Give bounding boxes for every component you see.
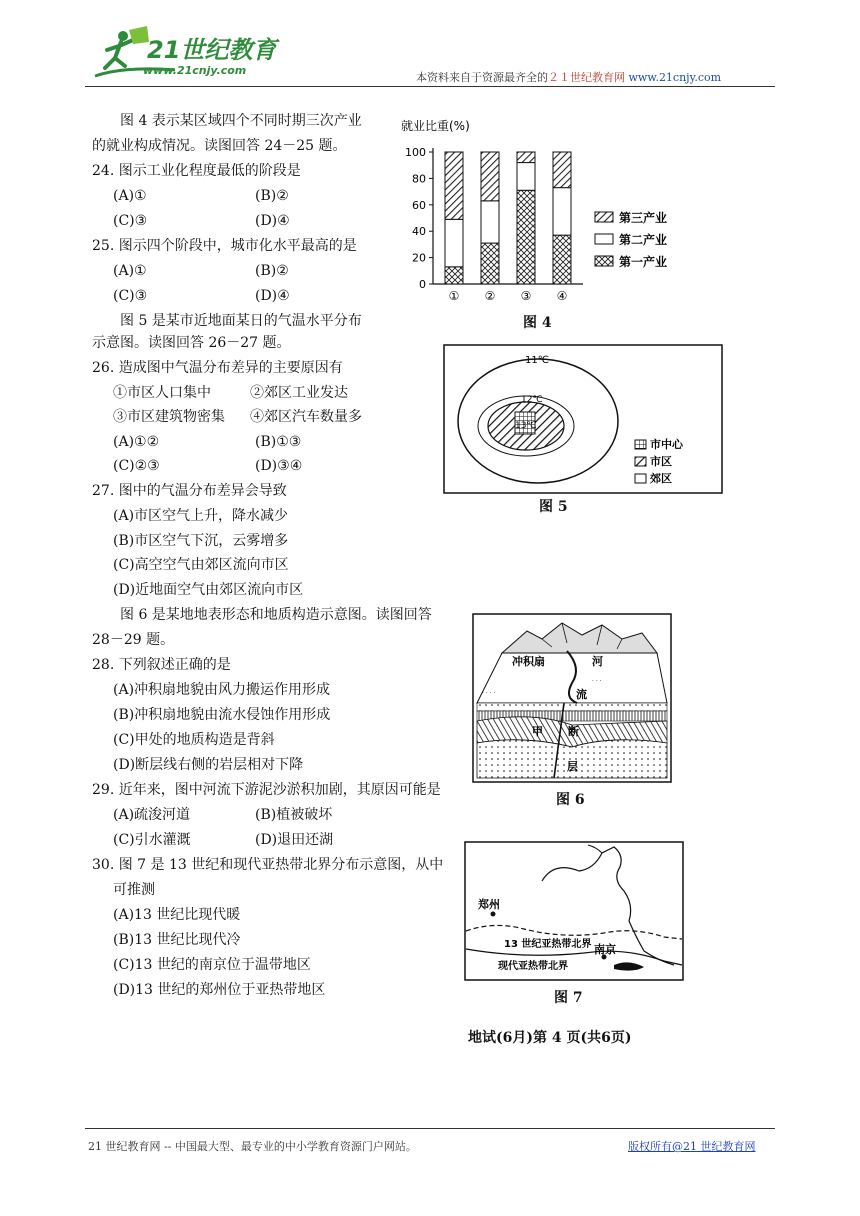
q26-item-4: ④郊区汽车数量多 xyxy=(250,409,362,425)
iso-label-11: 11℃ xyxy=(525,355,549,366)
q25-option-b: (B)② xyxy=(255,263,289,279)
q27-option-c: (C)高空空气由郊区流向市区 xyxy=(113,557,289,573)
question-26: 26. 造成图中气温分布差异的主要原因有 xyxy=(92,360,343,376)
question-28: 28. 下列叙述正确的是 xyxy=(92,657,231,673)
q25-option-a: (A)① xyxy=(113,263,147,279)
fig4-bar-segment xyxy=(481,152,499,201)
footer-copyright-link[interactable] xyxy=(628,1138,756,1154)
fig4-legend-swatch xyxy=(595,256,613,266)
label-river-1: 河 xyxy=(592,655,603,668)
fig4-legend xyxy=(595,210,667,269)
q24-option-d: (D)④ xyxy=(255,213,290,229)
label-fault-2: 层 xyxy=(567,760,578,773)
copyright-link-text[interactable]: 版权所有@21 世纪教育网 xyxy=(628,1140,756,1153)
q30-option-d: (D)13 世纪的郑州位于亚热带地区 xyxy=(113,982,326,998)
fig4-y-tick-label: 60 xyxy=(412,198,426,212)
fig6-caption: 图 6 xyxy=(556,792,585,808)
fig7-caption: 图 7 xyxy=(554,990,583,1006)
q26-option-b: (B)①③ xyxy=(255,434,302,450)
question-27: 27. 图中的气温分布差异会导致 xyxy=(92,483,287,499)
question-30-line2: 可推测 xyxy=(113,882,155,898)
fig4-bar-segment xyxy=(445,152,463,219)
fig4-category-label: ① xyxy=(448,289,460,303)
fig5-caption: 图 5 xyxy=(539,499,568,515)
question-30-line1: 30. 图 7 是 13 世纪和现代亚热带北界分布示意图，从中 xyxy=(92,857,444,873)
q27-option-d: (D)近地面空气由郊区流向市区 xyxy=(113,582,304,598)
fig4-bar-segment xyxy=(553,235,571,284)
header-notice: 本资料来自于资源最齐全的２１世纪教育网 www.21cnjy.com xyxy=(416,71,722,84)
fig4-bar-segment xyxy=(445,219,463,267)
intro-fig4-line1: 图 4 表示某区域四个不同时期三次产业 xyxy=(120,113,362,129)
question-24: 24. 图示工业化程度最低的阶段是 xyxy=(92,163,301,179)
q28-option-a: (A)冲积扇地貌由风力搬运作用形成 xyxy=(113,682,331,698)
q25-option-d: (D)④ xyxy=(255,288,290,304)
fig4-category-label: ② xyxy=(484,289,496,303)
q30-option-a: (A)13 世纪比现代暖 xyxy=(113,907,241,923)
label-13th-boundary: 13 世纪亚热带北界 xyxy=(504,939,592,950)
intro-fig6-line1: 图 6 是某地地表形态和地质构造示意图。读图回答 xyxy=(120,607,432,623)
fig4-legend-label: 第三产业 xyxy=(619,211,668,225)
zhengzhou-dot xyxy=(491,912,496,917)
fig4-legend-swatch xyxy=(595,234,613,244)
q30-option-c: (C)13 世纪的南京位于温带地区 xyxy=(113,957,311,973)
site-logo[interactable] xyxy=(85,24,295,84)
q26-item-3: ③市区建筑物密集 xyxy=(113,409,225,425)
intro-fig4-line2: 的就业构成情况。读图回答 24－25 题。 xyxy=(92,138,347,154)
label-zhengzhou: 郑州 xyxy=(478,898,500,911)
label-fault-1: 断 xyxy=(568,725,579,738)
q29-option-d: (D)退田还湖 xyxy=(255,832,334,848)
footer-rule xyxy=(85,1128,775,1129)
intro-fig6-line2: 28－29 题。 xyxy=(92,632,175,648)
fig4-bar-segment xyxy=(445,267,463,284)
q29-option-b: (B)植被破坏 xyxy=(255,807,333,823)
svg-text:· · · ·: · · · · xyxy=(482,690,496,697)
fig4-caption: 图 4 xyxy=(523,315,552,331)
fig4-bar-segment xyxy=(517,190,535,284)
fig4-y-tick-label: 20 xyxy=(412,251,426,265)
fig4-legend-swatch xyxy=(595,212,613,222)
q29-option-a: (A)疏浚河道 xyxy=(113,807,191,823)
q24-option-c: (C)③ xyxy=(113,213,148,229)
subtropical-boundary-map xyxy=(464,841,684,981)
intro-fig5-line1: 图 5 是某市近地面某日的气温水平分布 xyxy=(120,313,362,329)
fig4-ylabel: 就业比重(%) xyxy=(401,119,470,133)
isotherm-map xyxy=(443,344,723,494)
q26-option-c: (C)②③ xyxy=(113,458,160,474)
figure-6 xyxy=(472,613,672,808)
fig4-bar-segment xyxy=(553,152,571,188)
fig4-bar-segment xyxy=(517,163,535,191)
fig4-bar-segment xyxy=(481,243,499,284)
fig4-y-tick-label: 40 xyxy=(412,225,426,239)
q26-item-1: ①市区人口集中 xyxy=(113,385,211,401)
logo-url-text: www.21cnjy.com xyxy=(143,64,247,77)
figure-7 xyxy=(464,841,684,1006)
q29-option-c: (C)引水灌溉 xyxy=(113,832,191,848)
q25-option-c: (C)③ xyxy=(113,288,148,304)
label-modern-boundary: 现代亚热带北界 xyxy=(498,961,568,972)
q27-option-a: (A)市区空气上升，降水减少 xyxy=(113,508,289,524)
fig5-legend-suburb: 郊区 xyxy=(650,472,672,485)
intro-fig5-line2: 示意图。读图回答 26－27 题。 xyxy=(92,335,291,351)
question-25: 25. 图示四个阶段中，城市化水平最高的是 xyxy=(92,238,357,254)
q26-item-2: ②郊区工业发达 xyxy=(250,385,348,401)
footer-site-text: 21 世纪教育网 -- 中国最大型、最专业的中小学教育资源门户网站。 xyxy=(88,1140,417,1153)
q24-option-a: (A)① xyxy=(113,188,147,204)
label-alluvial-fan: 冲积扇 xyxy=(512,655,545,668)
q28-option-c: (C)甲处的地质构造是背斜 xyxy=(113,732,275,748)
label-nanjing: 南京 xyxy=(594,943,616,956)
svg-text:· · ·: · · · xyxy=(592,678,602,685)
fig4-y-tick-label: 100 xyxy=(405,146,426,159)
iso-label-12: 12℃ xyxy=(521,395,543,405)
employment-chart xyxy=(395,112,725,334)
page-number: 地试(6月)第 4 页(共6页) xyxy=(468,1030,632,1046)
fig4-bar-segment xyxy=(517,152,535,163)
fig4-category-label: ③ xyxy=(520,289,532,303)
q30-option-b: (B)13 世纪比现代冷 xyxy=(113,932,241,948)
fig4-legend-label: 第一产业 xyxy=(619,255,668,269)
figure-5 xyxy=(443,344,723,519)
iso-label-13: 13℃ xyxy=(515,421,537,431)
notice-site: ２１世纪教育网 xyxy=(548,71,625,84)
geology-block-diagram xyxy=(472,613,672,783)
q24-option-b: (B)② xyxy=(255,188,289,204)
notice-url-link[interactable]: www.21cnjy.com xyxy=(628,71,722,84)
fig4-legend-label: 第二产业 xyxy=(619,233,668,247)
question-29: 29. 近年来，图中河流下游泥沙淤积加剧，其原因可能是 xyxy=(92,782,441,798)
fig4-category-label: ④ xyxy=(556,289,568,303)
q28-option-b: (B)冲积扇地貌由流水侵蚀作用形成 xyxy=(113,707,331,723)
label-river-2: 流 xyxy=(576,688,587,701)
fig4-bar-segment xyxy=(481,201,499,243)
fig4-y-tick-label: 80 xyxy=(412,172,426,186)
fig4-bar-segment xyxy=(553,188,571,236)
q26-option-a: (A)①② xyxy=(113,434,160,450)
fig4-y-tick-label: 0 xyxy=(419,278,426,291)
q27-option-b: (B)市区空气下沉，云雾增多 xyxy=(113,533,289,549)
figure-4 xyxy=(395,112,725,334)
fig5-legend-center: 市中心 xyxy=(650,438,683,451)
q28-option-d: (D)断层线右侧的岩层相对下降 xyxy=(113,757,304,773)
fig5-legend-urban: 市区 xyxy=(650,455,672,468)
logo-main-text: 21世纪教育 xyxy=(147,36,277,64)
label-jia: 甲 xyxy=(532,725,543,738)
header-rule xyxy=(85,86,775,87)
q26-option-d: (D)③④ xyxy=(255,458,303,474)
